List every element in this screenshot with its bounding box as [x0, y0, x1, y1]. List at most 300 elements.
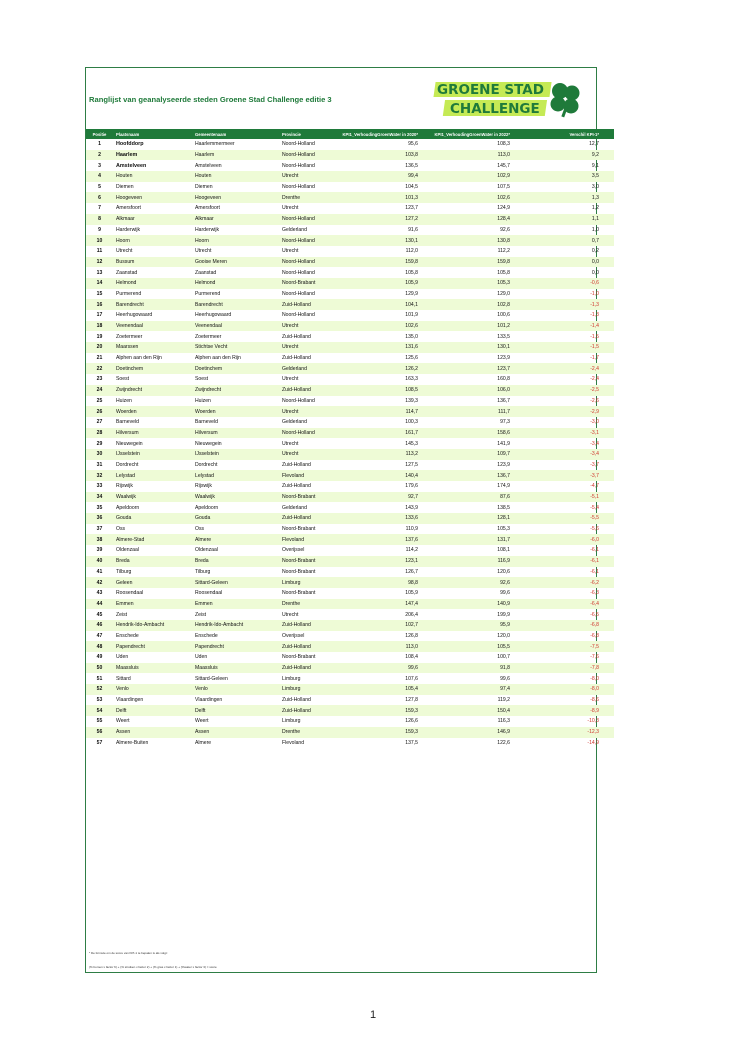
- cell-verschil: -6,8: [510, 620, 614, 631]
- cell-provincie: Zuid-Holland: [282, 385, 335, 396]
- cell-gemeentenaam: Alkmaar: [195, 214, 282, 225]
- cell-provincie: Gelderland: [282, 419, 307, 426]
- cell-gemeentenaam: Hilversum: [195, 428, 282, 439]
- cell-verschil: -6,4: [510, 599, 614, 610]
- cell-plaatsnaam: Doetinchem: [113, 363, 195, 374]
- cell-kpi1-2022: 108,1: [497, 547, 510, 554]
- cell-verschil: -3,1: [510, 428, 614, 439]
- cell-gemeentenaam: Dordrecht: [195, 461, 218, 468]
- cell-gemeentenaam: Zwijndrecht: [195, 385, 282, 396]
- cell-provincie: Utrecht: [282, 171, 335, 182]
- table-row: [86, 545, 614, 556]
- cell-verschil: -1,0: [590, 290, 599, 297]
- cell-provincie: Flevoland: [282, 470, 335, 481]
- cell-verschil: -6,5: [590, 611, 599, 618]
- cell-plaatsnaam: Bussum: [113, 257, 195, 268]
- cell-gemeentenaam: Amstelveen: [195, 162, 222, 169]
- cell-plaatsnaam: Lelystad: [113, 470, 195, 481]
- cell-plaatsnaam: Assen: [113, 727, 195, 738]
- cell-plaatsnaam: Barneveld: [116, 419, 139, 426]
- cell-plaatsnaam: Maarssen: [113, 342, 195, 353]
- cell-verschil: 0,0: [510, 257, 614, 268]
- cell-kpi1-2022: 158,6: [418, 428, 510, 439]
- cell-positie: 21: [96, 355, 103, 362]
- cell-gemeentenaam: Rijswijk: [195, 483, 212, 490]
- cell-gemeentenaam: Weert: [195, 718, 209, 725]
- table-row: [86, 246, 614, 257]
- cell-provincie: Zuid-Holland: [282, 705, 335, 716]
- table-row: [86, 577, 614, 588]
- table-row: [86, 620, 614, 631]
- cell-gemeentenaam: Zaanstad: [195, 269, 217, 276]
- cell-gemeentenaam: Gouda: [195, 513, 282, 524]
- cell-provincie: Zuid-Holland: [282, 299, 335, 310]
- cell-gemeentenaam: Haarlem: [195, 150, 282, 161]
- cell-kpi1-2022: 102,9: [418, 171, 510, 182]
- cell-plaatsnaam: Breda: [113, 556, 195, 567]
- cell-kpi1-2020: 114,2: [405, 547, 418, 554]
- cell-verschil: -2,6: [590, 397, 599, 404]
- cell-gemeentenaam: Venlo: [195, 684, 282, 695]
- table-row: [86, 727, 614, 738]
- cell-verschil: -5,4: [590, 504, 599, 511]
- cell-provincie: Noord-Brabant: [282, 654, 316, 661]
- cell-gemeentenaam: Doetinchem: [195, 363, 282, 374]
- cell-plaatsnaam: Dordrecht: [116, 461, 139, 468]
- table-row: [86, 460, 614, 471]
- cell-kpi1-2022: 113,0: [418, 150, 510, 161]
- cell-provincie: Utrecht: [282, 406, 335, 417]
- cell-gemeentenaam: Houten: [195, 171, 282, 182]
- cell-kpi1-2022: 120,6: [497, 568, 510, 575]
- cell-positie: 8: [86, 214, 113, 225]
- cell-kpi1-2020: 108,4: [405, 654, 418, 661]
- cell-positie: 46: [86, 620, 113, 631]
- table-row: [86, 470, 614, 481]
- cell-plaatsnaam: Papendrecht: [113, 641, 195, 652]
- cell-provincie: Noord-Holland: [282, 428, 335, 439]
- cell-kpi1-2020: 127,2: [335, 214, 418, 225]
- cell-kpi1-2022: 174,9: [497, 483, 510, 490]
- cell-gemeentenaam: Gooise Meren: [195, 257, 282, 268]
- cell-plaatsnaam: Zoetermeer: [116, 333, 143, 340]
- table-row: [86, 716, 614, 727]
- cell-provincie: Zuid-Holland: [282, 355, 311, 362]
- cell-kpi1-2022: 138,5: [497, 504, 510, 511]
- cell-plaatsnaam: Diemen: [116, 184, 134, 191]
- cell-positie: 48: [86, 641, 113, 652]
- cell-kpi1-2022: 130,8: [418, 235, 510, 246]
- cell-provincie: Limburg: [282, 577, 335, 588]
- cell-gemeentenaam: Emmen: [195, 599, 282, 610]
- cell-verschil: -1,7: [590, 355, 599, 362]
- cell-positie: 30: [86, 449, 113, 460]
- table-row: [86, 481, 614, 492]
- cell-provincie: Noord-Brabant: [282, 526, 316, 533]
- cell-positie: 49: [96, 654, 103, 661]
- cell-positie: 25: [96, 397, 103, 404]
- cell-plaatsnaam: Huizen: [116, 397, 132, 404]
- cell-plaatsnaam: Roosendaal: [116, 590, 144, 597]
- cell-kpi1-2022: 150,4: [418, 705, 510, 716]
- cell-gemeentenaam: Nieuwegein: [195, 440, 222, 447]
- cell-provincie: Noord-Holland: [282, 214, 335, 225]
- cell-verschil: -8,6: [590, 697, 599, 704]
- cell-verschil: -0,6: [510, 278, 614, 289]
- cell-plaatsnaam: Sittard: [116, 675, 131, 682]
- cell-kpi1-2022: 102,6: [418, 192, 510, 203]
- cell-plaatsnaam: Almere-Buiten: [116, 739, 149, 746]
- cell-kpi1-2022: 128,1: [418, 513, 510, 524]
- cell-plaatsnaam: IJsselstein: [113, 449, 195, 460]
- cell-verschil: -7,6: [590, 654, 599, 661]
- cell-kpi1-2022: 116,3: [497, 718, 510, 725]
- cell-kpi1-2020: 100,3: [405, 419, 418, 426]
- cell-plaatsnaam: Waalwijk: [113, 492, 195, 503]
- cell-provincie: Utrecht: [282, 440, 299, 447]
- cell-positie: 20: [86, 342, 113, 353]
- cell-gemeentenaam: Sittard-Geleen: [195, 675, 228, 682]
- cell-kpi1-2022: 123,7: [418, 363, 510, 374]
- cell-gemeentenaam: Lelystad: [195, 470, 282, 481]
- logo-line1: GROENE STAD: [437, 82, 544, 98]
- cell-plaatsnaam: Nieuwegein: [116, 440, 143, 447]
- cell-kpi1-2022: 106,0: [418, 385, 510, 396]
- cell-verschil: 1,0: [591, 226, 599, 233]
- cell-provincie: Flevoland: [282, 739, 305, 746]
- cell-kpi1-2022: 159,8: [418, 257, 510, 268]
- cell-verschil: 9,1: [591, 162, 599, 169]
- cell-gemeentenaam: Enschede: [195, 632, 218, 639]
- cell-plaatsnaam: Delft: [113, 705, 195, 716]
- cell-kpi1-2020: 147,4: [335, 599, 418, 610]
- cell-positie: 47: [96, 632, 103, 639]
- table-row: [86, 417, 614, 428]
- table-row: [86, 406, 614, 417]
- cell-gemeentenaam: Uden: [195, 654, 208, 661]
- cell-kpi1-2022: 129,0: [497, 290, 510, 297]
- cell-provincie: Drenthe: [282, 727, 335, 738]
- cell-provincie: Zuid-Holland: [282, 513, 335, 524]
- cell-gemeentenaam: Haarlemmermeer: [195, 141, 235, 148]
- cell-kpi1-2022: 100,6: [497, 312, 510, 319]
- table-row: [86, 310, 614, 321]
- table-row: [86, 139, 614, 150]
- cell-gemeentenaam: Huizen: [195, 397, 211, 404]
- cell-plaatsnaam: Hilversum: [113, 428, 195, 439]
- cell-plaatsnaam: Woerden: [113, 406, 195, 417]
- table-header-row: [86, 129, 614, 139]
- cell-positie: 19: [96, 333, 103, 340]
- cell-kpi1-2022: 105,5: [418, 641, 510, 652]
- cell-verschil: -3,0: [590, 419, 599, 426]
- cell-plaatsnaam: Zwijndrecht: [113, 385, 195, 396]
- cell-verschil: -1,5: [590, 333, 599, 340]
- table-row: [86, 321, 614, 332]
- cell-positie: 42: [86, 577, 113, 588]
- cell-kpi1-2020: 108,5: [335, 385, 418, 396]
- cell-positie: 27: [96, 419, 103, 426]
- cell-kpi1-2020: 126,2: [335, 363, 418, 374]
- cell-verschil: -8,0: [590, 675, 599, 682]
- table-row: [86, 449, 614, 460]
- table-row: [86, 513, 614, 524]
- cell-kpi1-2020: 105,8: [405, 269, 418, 276]
- cell-positie: 28: [86, 428, 113, 439]
- cell-kpi1-2020: 137,6: [335, 534, 418, 545]
- cell-kpi1-2020: 99,4: [335, 171, 418, 182]
- cell-plaatsnaam: Zaanstad: [116, 269, 138, 276]
- cell-positie: 31: [96, 461, 103, 468]
- cell-kpi1-2020: 112,0: [405, 248, 418, 255]
- cell-plaatsnaam: Houten: [113, 171, 195, 182]
- cell-gemeentenaam: Utrecht: [195, 248, 212, 255]
- table-row: [86, 278, 614, 289]
- cell-positie: 43: [96, 590, 103, 597]
- cell-verschil: -1,4: [510, 321, 614, 332]
- cell-gemeentenaam: Zoetermeer: [195, 333, 222, 340]
- cell-provincie: Limburg: [282, 675, 301, 682]
- cell-kpi1-2022: 99,6: [500, 675, 510, 682]
- cell-plaatsnaam: Barendrecht: [113, 299, 195, 310]
- cell-verschil: -14,9: [587, 739, 599, 746]
- cell-kpi1-2022: 111,7: [418, 406, 510, 417]
- groene-stad-challenge-logo: [432, 79, 580, 119]
- table-row: [86, 641, 614, 652]
- cell-positie: 26: [86, 406, 113, 417]
- footnote-formula: (% bomen x factor 6) + (% struiken x factor 2) + (% gras x factor 1) + (%water x factor 3) = score: [89, 965, 217, 969]
- clover-icon: [551, 83, 580, 117]
- cell-kpi1-2022: 123,9: [497, 355, 510, 362]
- col-header-kpi1-2022: KPI1_VerhoudingGroenWater in 2022*: [418, 129, 510, 139]
- cell-verschil: -6,0: [510, 534, 614, 545]
- cell-gemeentenaam: Hoogeveen: [195, 192, 282, 203]
- cell-plaatsnaam: Zeist: [116, 611, 128, 618]
- cell-kpi1-2022: 101,2: [418, 321, 510, 332]
- cell-kpi1-2022: 92,6: [418, 577, 510, 588]
- table-row: [86, 267, 614, 278]
- cell-kpi1-2022: 124,9: [497, 205, 510, 212]
- table-row: [86, 428, 614, 439]
- cell-plaatsnaam: Gouda: [113, 513, 195, 524]
- cell-gemeentenaam: Apeldoorn: [195, 504, 219, 511]
- cell-positie: 24: [86, 385, 113, 396]
- cell-gemeentenaam: Barendrecht: [195, 299, 282, 310]
- cell-positie: 16: [86, 299, 113, 310]
- cell-kpi1-2020: 101,9: [405, 312, 418, 319]
- cell-positie: 23: [96, 376, 103, 383]
- cell-kpi1-2020: 114,7: [335, 406, 418, 417]
- table-row: [86, 203, 614, 214]
- cell-kpi1-2020: 113,2: [335, 449, 418, 460]
- table-row: [86, 182, 614, 193]
- table-row: [86, 235, 614, 246]
- cell-kpi1-2020: 126,6: [405, 718, 418, 725]
- cell-kpi1-2020: 99,6: [335, 663, 418, 674]
- cell-provincie: Noord-Holland: [282, 162, 315, 169]
- cell-plaatsnaam: Hendrik-Ido-Ambacht: [113, 620, 195, 631]
- cell-provincie: Noord-Holland: [282, 290, 315, 297]
- cell-gemeentenaam: Harderwijk: [195, 226, 220, 233]
- cell-positie: 11: [96, 248, 103, 255]
- cell-gemeentenaam: Veenendaal: [195, 321, 282, 332]
- cell-positie: 34: [86, 492, 113, 503]
- table-row: [86, 652, 614, 663]
- cell-kpi1-2020: 102,7: [335, 620, 418, 631]
- cell-gemeentenaam: Barneveld: [195, 419, 218, 426]
- cell-provincie: Flevoland: [282, 534, 335, 545]
- table-row: [86, 524, 614, 535]
- cell-gemeentenaam: Helmond: [195, 278, 282, 289]
- cell-plaatsnaam: Hoorn: [113, 235, 195, 246]
- table-row: [86, 631, 614, 642]
- cell-kpi1-2020: 105,4: [335, 684, 418, 695]
- cell-gemeentenaam: Maassluis: [195, 663, 282, 674]
- cell-provincie: Noord-Holland: [282, 312, 315, 319]
- cell-verschil: -6,8: [590, 632, 599, 639]
- cell-gemeentenaam: Oldenzaal: [195, 547, 218, 554]
- table-row: [86, 705, 614, 716]
- cell-provincie: Zuid-Holland: [282, 333, 311, 340]
- logo-line2: CHALLENGE: [450, 101, 540, 117]
- cell-provincie: Zuid-Holland: [282, 697, 311, 704]
- cell-kpi1-2020: 129,9: [405, 290, 418, 297]
- table-row: [86, 534, 614, 545]
- cell-positie: 17: [96, 312, 103, 319]
- cell-kpi1-2020: 145,3: [405, 440, 418, 447]
- table-row: [86, 663, 614, 674]
- cell-verschil: -1,5: [510, 342, 614, 353]
- cell-gemeentenaam: Waalwijk: [195, 492, 282, 503]
- cell-kpi1-2022: 112,2: [497, 248, 510, 255]
- cell-verschil: -8,9: [510, 705, 614, 716]
- cell-provincie: Zuid-Holland: [282, 483, 311, 490]
- cell-kpi1-2022: 130,1: [418, 342, 510, 353]
- cell-provincie: Noord-Holland: [282, 397, 315, 404]
- cell-provincie: Utrecht: [282, 342, 335, 353]
- cell-gemeentenaam: Sittard-Geleen: [195, 577, 282, 588]
- cell-plaatsnaam: Oldenzaal: [116, 547, 139, 554]
- cell-gemeentenaam: Assen: [195, 727, 282, 738]
- cell-gemeentenaam: Vlaardingen: [195, 697, 223, 704]
- cell-positie: 45: [96, 611, 103, 618]
- cell-plaatsnaam: Enschede: [116, 632, 139, 639]
- cell-kpi1-2020: 136,5: [405, 162, 418, 169]
- cell-verschil: 1,3: [510, 192, 614, 203]
- cell-kpi1-2022: 136,7: [497, 397, 510, 404]
- cell-provincie: Noord-Brabant: [282, 590, 316, 597]
- cell-plaatsnaam: Rijswijk: [116, 483, 133, 490]
- cell-provincie: Noord-Holland: [282, 184, 315, 191]
- cell-positie: 35: [96, 504, 103, 511]
- table-row: [86, 331, 614, 342]
- col-header-provincie: Provincie: [282, 129, 335, 139]
- cell-kpi1-2022: 128,4: [418, 214, 510, 225]
- cell-kpi1-2022: 108,3: [497, 141, 510, 148]
- cell-provincie: Noord-Holland: [282, 150, 335, 161]
- cell-kpi1-2020: 131,6: [335, 342, 418, 353]
- table-row: [86, 289, 614, 300]
- cell-kpi1-2022: 105,3: [497, 526, 510, 533]
- cell-gemeentenaam: Almere: [195, 534, 282, 545]
- cell-kpi1-2020: 104,5: [405, 184, 418, 191]
- cell-verschil: -6,1: [590, 547, 599, 554]
- cell-provincie: Noord-Holland: [282, 257, 335, 268]
- cell-verschil: 0,2: [591, 248, 599, 255]
- cell-kpi1-2020: 159,8: [335, 257, 418, 268]
- cell-positie: 40: [86, 556, 113, 567]
- cell-kpi1-2022: 123,9: [497, 461, 510, 468]
- cell-kpi1-2020: 126,7: [405, 568, 418, 575]
- cell-kpi1-2022: 160,8: [497, 376, 510, 383]
- cell-positie: 22: [86, 363, 113, 374]
- table-row: [86, 556, 614, 567]
- cell-gemeentenaam: Oss: [195, 526, 205, 533]
- cell-positie: 14: [86, 278, 113, 289]
- cell-positie: 53: [96, 697, 103, 704]
- cell-kpi1-2020: 123,1: [335, 556, 418, 567]
- table-body: [86, 139, 614, 748]
- cell-plaatsnaam: Uden: [116, 654, 129, 661]
- cell-verschil: -3,4: [510, 449, 614, 460]
- table-row: [86, 160, 614, 171]
- table-row: [86, 599, 614, 610]
- cell-plaatsnaam: Geleen: [113, 577, 195, 588]
- cell-gemeentenaam: Hoorn: [195, 235, 282, 246]
- cell-kpi1-2020: 104,1: [335, 299, 418, 310]
- ranking-table: [86, 129, 614, 748]
- cell-plaatsnaam: Veenendaal: [113, 321, 195, 332]
- cell-provincie: Overijssel: [282, 632, 305, 639]
- cell-plaatsnaam: Apeldoorn: [116, 504, 140, 511]
- cell-kpi1-2020: 91,6: [408, 226, 418, 233]
- cell-kpi1-2022: 109,7: [418, 449, 510, 460]
- cell-provincie: Noord-Brabant: [282, 556, 335, 567]
- cell-verschil: -12,3: [510, 727, 614, 738]
- cell-kpi1-2022: 119,2: [497, 697, 510, 704]
- cell-provincie: Gelderland: [282, 504, 307, 511]
- page-title: Ranglijst van geanalyseerde steden Groene Stad Challenge editie 3: [89, 95, 332, 104]
- cell-kpi1-2020: 110,9: [405, 526, 418, 533]
- cell-kpi1-2022: 141,9: [497, 440, 510, 447]
- cell-kpi1-2022: 91,8: [418, 663, 510, 674]
- table-row: [86, 673, 614, 684]
- cell-kpi1-2022: 145,7: [497, 162, 510, 169]
- cell-provincie: Zuid-Holland: [282, 620, 335, 631]
- cell-kpi1-2020: 133,6: [335, 513, 418, 524]
- cell-kpi1-2020: 98,8: [335, 577, 418, 588]
- cell-verschil: -6,2: [510, 577, 614, 588]
- col-header-verschil: Verschil KPI-1*: [510, 129, 614, 139]
- cell-gemeentenaam: Stichtse Vecht: [195, 342, 282, 353]
- cell-kpi1-2020: 95,6: [408, 141, 418, 148]
- cell-positie: 13: [96, 269, 103, 276]
- cell-plaatsnaam: Maassluis: [113, 663, 195, 674]
- table-row: [86, 609, 614, 620]
- cell-kpi1-2020: 113,0: [335, 641, 418, 652]
- cell-kpi1-2020: 179,6: [405, 483, 418, 490]
- cell-plaatsnaam: Hoofddorp: [116, 141, 144, 148]
- cell-verschil: -1,3: [510, 299, 614, 310]
- cell-kpi1-2020: 130,1: [335, 235, 418, 246]
- cell-plaatsnaam: Venlo: [113, 684, 195, 695]
- cell-kpi1-2020: 159,3: [335, 727, 418, 738]
- cell-kpi1-2020: 101,3: [335, 192, 418, 203]
- cell-kpi1-2020: 206,4: [405, 611, 418, 618]
- cell-verschil: -5,1: [510, 492, 614, 503]
- cell-positie: 3: [98, 162, 101, 169]
- cell-positie: 4: [86, 171, 113, 182]
